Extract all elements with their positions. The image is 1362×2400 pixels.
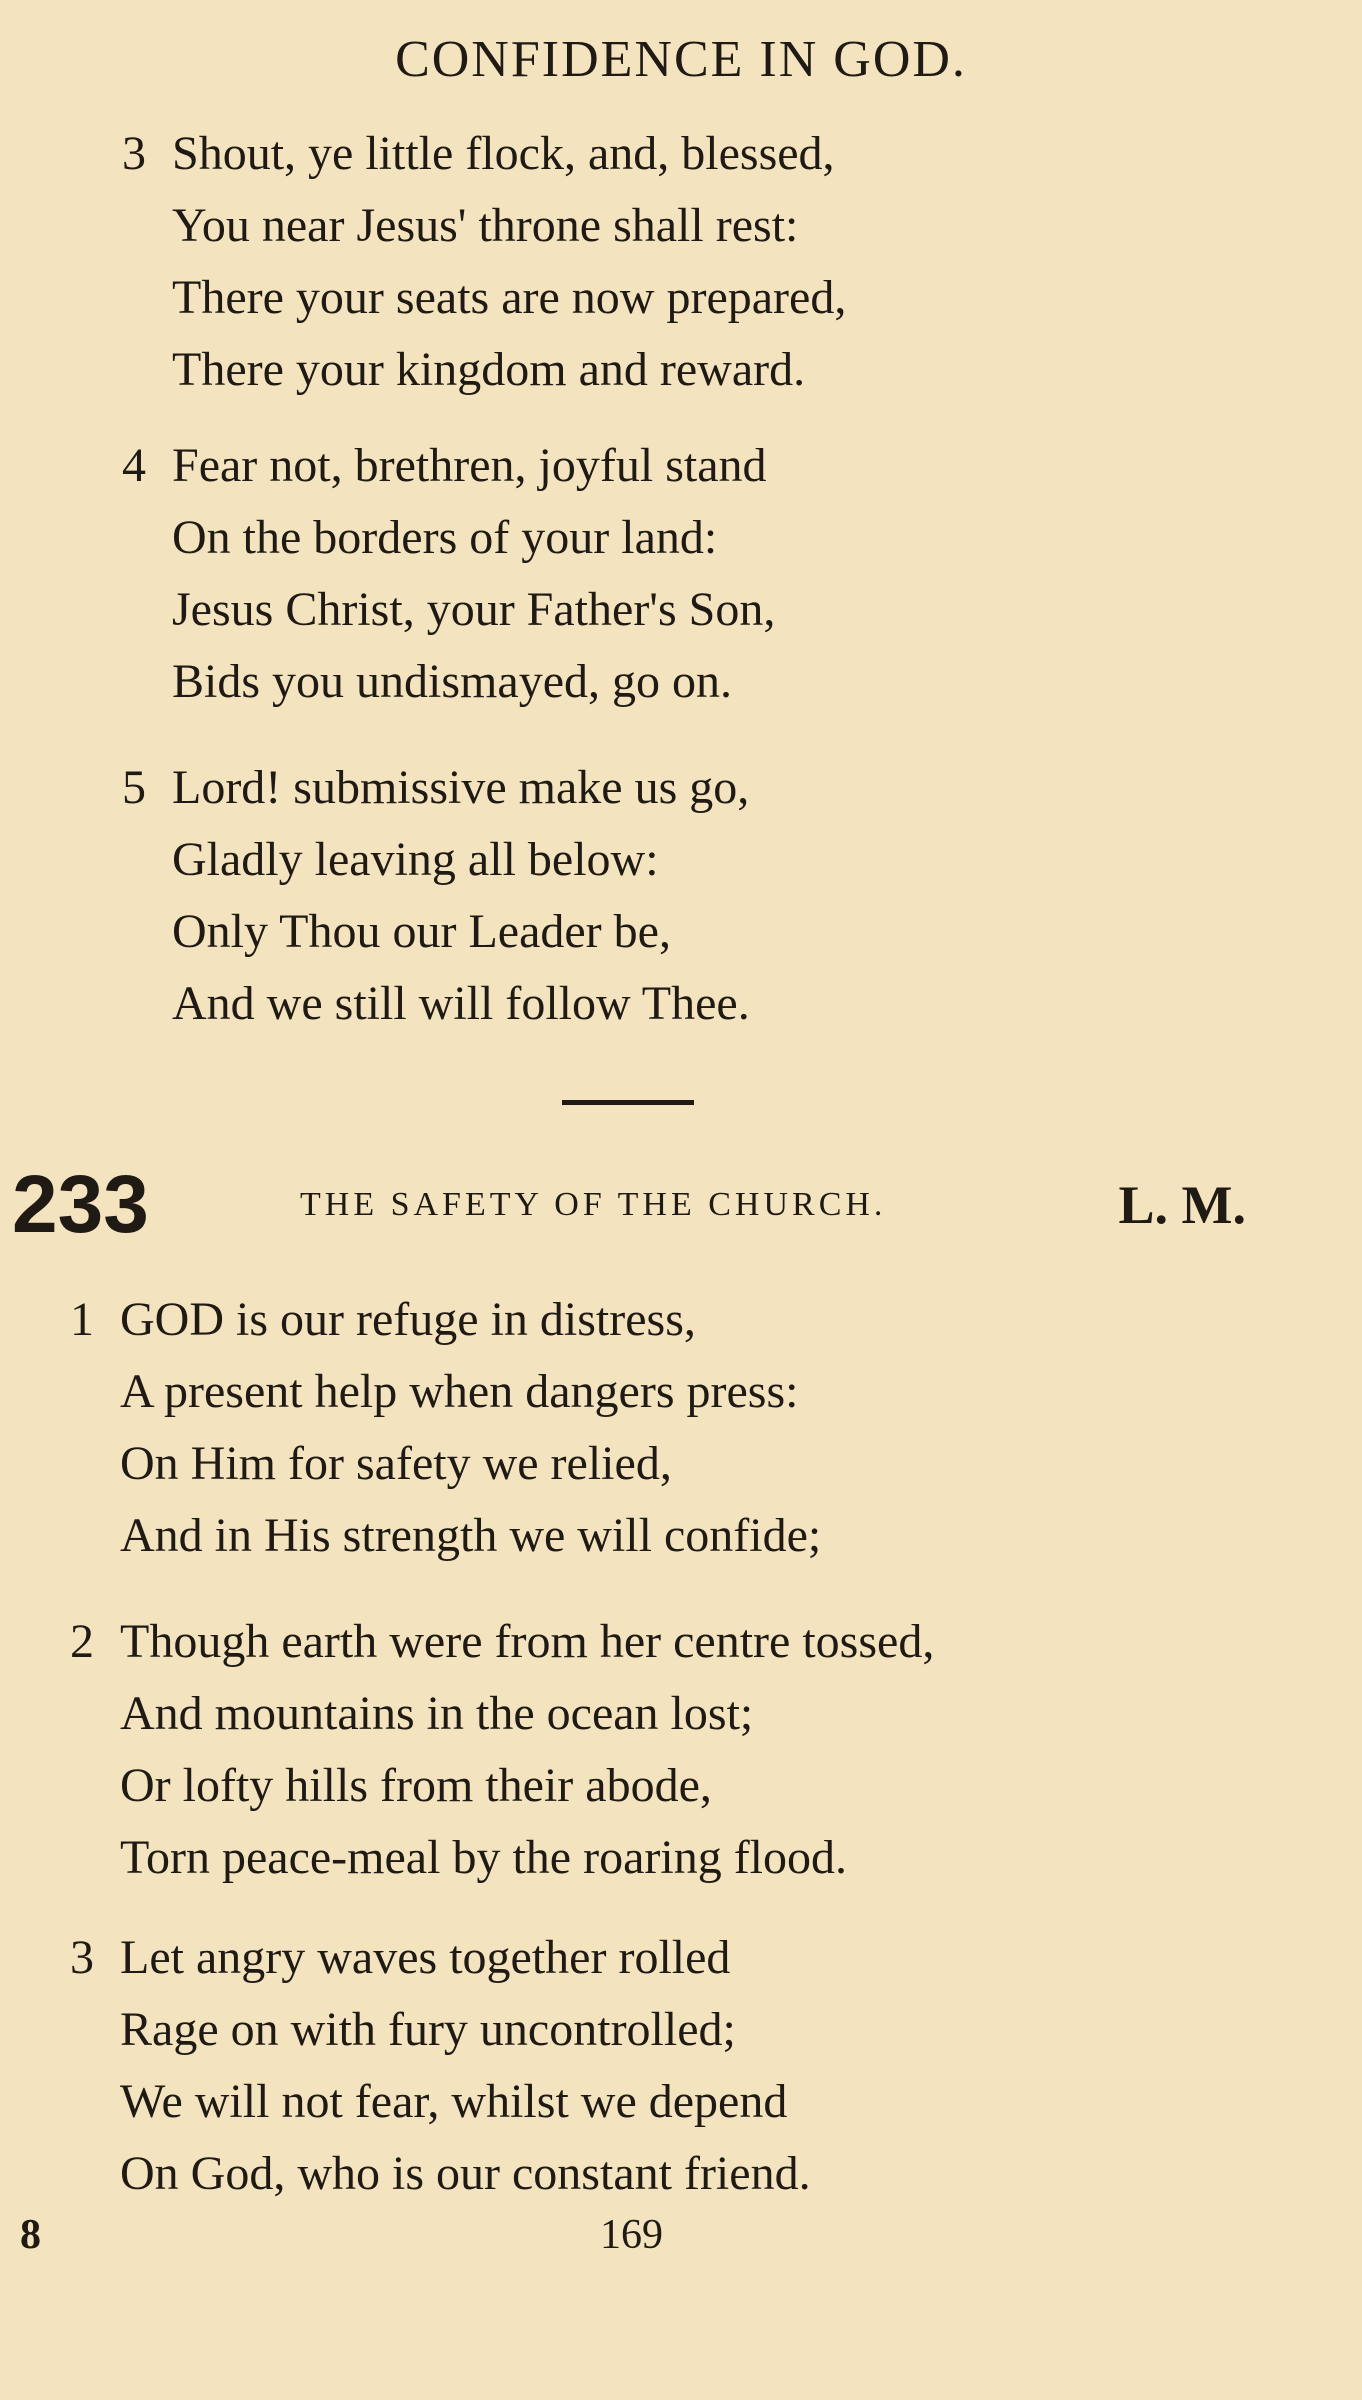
stanza-number: 3 — [70, 1931, 94, 1984]
stanza-line: 2 Though earth were from her centre tossed, — [70, 1606, 934, 1678]
stanza-line: There your kingdom and reward. — [172, 343, 806, 396]
section-divider — [562, 1100, 694, 1105]
stanza-line: A present help when dangers press: — [120, 1365, 799, 1418]
stanza-line: Gladly leaving all below: — [172, 833, 659, 886]
stanza-number: 2 — [70, 1615, 94, 1668]
prev-stanza-5 — [122, 752, 750, 1040]
running-head: CONFIDENCE IN GOD. — [395, 31, 967, 88]
prev-stanza-3 — [122, 118, 846, 406]
stanza-line: On God, who is our constant friend. — [120, 2147, 811, 2200]
hymn-stanza-1 — [70, 1284, 821, 1572]
prev-stanza-4 — [122, 430, 775, 718]
stanza-line: Torn peace-meal by the roaring flood. — [120, 1831, 848, 1884]
stanza-line: On Him for safety we relied, — [120, 1437, 672, 1490]
hymn-stanza-2 — [70, 1606, 934, 1894]
page-footer — [0, 2205, 1362, 2265]
hymn-heading — [0, 1160, 1362, 1250]
stanza-line: There your seats are now prepared, — [172, 271, 847, 324]
hymn-stanza-3 — [70, 1922, 811, 2210]
stanza-number: 4 — [122, 439, 146, 492]
stanza-line: Or lofty hills from their abode, — [120, 1759, 712, 1812]
stanza-line: And in His strength we will confide; — [120, 1509, 822, 1562]
stanza-line: 1 GOD is our refuge in distress, — [70, 1284, 821, 1356]
stanza-line: 5 Lord! submissive make us go, — [122, 752, 750, 824]
stanza-line: 4 Fear not, brethren, joyful stand — [122, 430, 775, 502]
stanza-number: 1 — [70, 1293, 94, 1346]
stanza-line: And we still will follow Thee. — [172, 977, 750, 1030]
stanza-line: 3 Shout, ye little flock, and, blessed, — [122, 118, 846, 190]
stanza-line: Only Thou our Leader be, — [172, 905, 671, 958]
hymn-title: THE SAFETY OF THE CHURCH. — [300, 1186, 887, 1223]
stanza-line: Bids you undismayed, go on. — [172, 655, 732, 708]
stanza-number: 5 — [122, 761, 146, 814]
page-number: 169 — [600, 2212, 663, 2258]
stanza-line: Rage on with fury uncontrolled; — [120, 2003, 736, 2056]
hymn-number: 233 — [12, 1159, 149, 1250]
stanza-line: Jesus Christ, your Father's Son, — [172, 583, 776, 636]
stanza-line: You near Jesus' throne shall rest: — [172, 199, 799, 252]
stanza-line: 3 Let angry waves together rolled — [70, 1922, 811, 1994]
stanza-line: And mountains in the ocean lost; — [120, 1687, 754, 1740]
stanza-number: 3 — [122, 127, 146, 180]
stanza-line: On the borders of your land: — [172, 511, 718, 564]
signature-mark: 8 — [20, 2212, 41, 2258]
stanza-line: We will not fear, whilst we depend — [120, 2075, 788, 2128]
hymn-meter: L. M. — [1118, 1175, 1246, 1235]
